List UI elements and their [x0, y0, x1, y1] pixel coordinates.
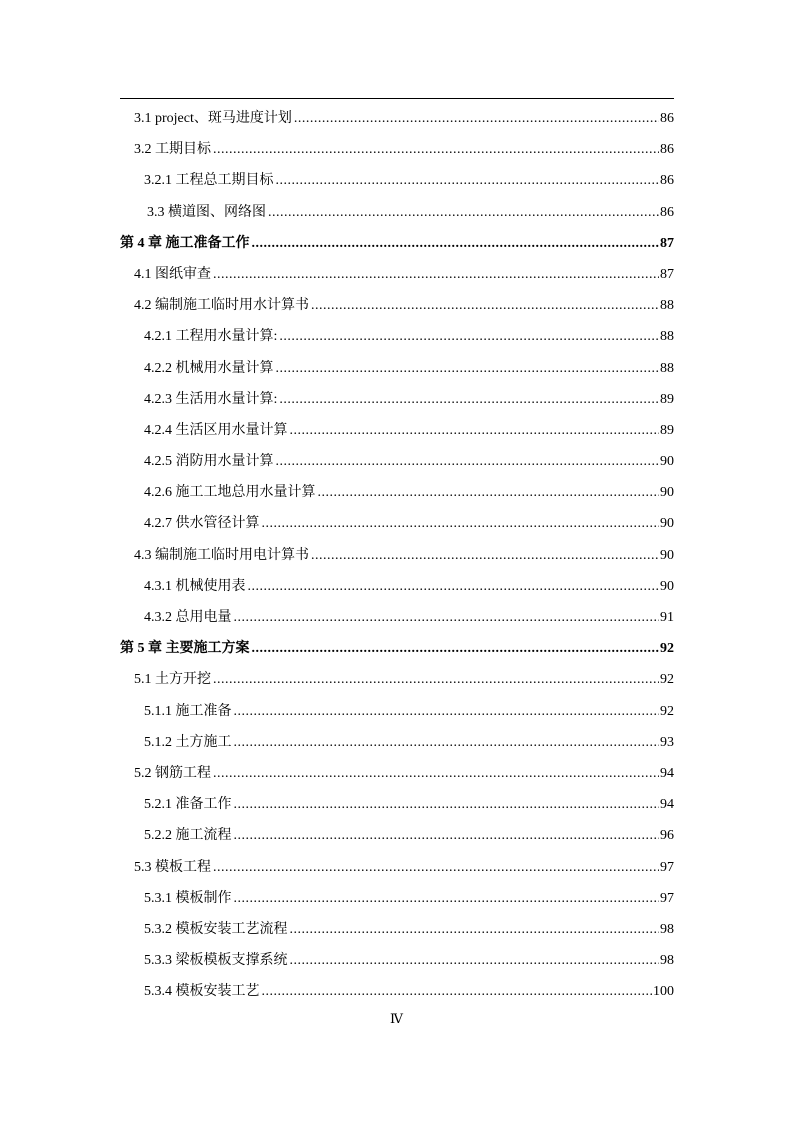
- toc-entry-title: 4.2.1 工程用水量计算:: [144, 329, 278, 345]
- toc-dot-leader: [290, 914, 660, 945]
- toc-entry-page: 92: [660, 641, 674, 657]
- table-of-contents: [120, 103, 674, 1007]
- toc-dot-leader: [262, 508, 660, 539]
- toc-entry[interactable]: [120, 259, 674, 290]
- toc-entry[interactable]: [120, 540, 674, 571]
- toc-entry[interactable]: [120, 228, 674, 259]
- toc-entry-title: 4.3 编制施工临时用电计算书: [134, 547, 309, 563]
- toc-entry-title: 5.3 模板工程: [134, 859, 211, 875]
- toc-entry-page: 90: [660, 454, 674, 470]
- toc-entry-title: 5.3.1 模板制作: [144, 890, 232, 906]
- toc-dot-leader: [290, 415, 660, 446]
- toc-entry-page: 97: [660, 890, 674, 906]
- toc-entry-title: 5.3.2 模板安装工艺流程: [144, 921, 288, 937]
- toc-dot-leader: [276, 446, 660, 477]
- toc-entry-title: 4.3.2 总用电量: [144, 610, 232, 625]
- toc-dot-leader: [279, 321, 659, 352]
- toc-dot-leader: [234, 820, 660, 851]
- toc-entry-page: 89: [660, 391, 674, 407]
- toc-entry-title: 5.1 土方开挖: [134, 672, 211, 688]
- toc-entry[interactable]: [120, 353, 674, 384]
- toc-dot-leader: [248, 571, 660, 602]
- toc-entry-title: 5.1.1 施工准备: [144, 703, 232, 719]
- toc-dot-leader: [311, 290, 659, 321]
- toc-dot-leader: [294, 103, 659, 134]
- toc-entry-title: 4.2 编制施工临时用水计算书: [134, 298, 309, 314]
- toc-entry[interactable]: [120, 165, 674, 196]
- toc-entry[interactable]: [120, 945, 674, 976]
- toc-entry[interactable]: [120, 758, 674, 789]
- toc-dot-leader: [234, 789, 660, 820]
- toc-entry-title: 5.3.4 模板安装工艺: [144, 984, 260, 1000]
- toc-entry-page: 86: [660, 142, 674, 158]
- toc-entry-title: 5.2.2 施工流程: [144, 828, 232, 844]
- toc-entry-title: 4.2.3 生活用水量计算:: [144, 391, 278, 407]
- toc-dot-leader: [268, 197, 659, 228]
- toc-dot-leader: [213, 134, 659, 165]
- toc-entry-page: 90: [660, 485, 674, 501]
- toc-entry[interactable]: [120, 633, 674, 664]
- toc-entry-title: 4.1 图纸审查: [134, 266, 211, 282]
- toc-entry-title: 3.1 project、斑马进度计划: [134, 111, 292, 126]
- toc-entry-page: 86: [660, 111, 674, 126]
- toc-entry[interactable]: [120, 883, 674, 914]
- toc-dot-leader: [290, 945, 660, 976]
- toc-entry-page: 89: [660, 422, 674, 438]
- toc-dot-leader: [234, 883, 660, 914]
- toc-entry[interactable]: [120, 134, 674, 165]
- toc-entry-page: 94: [660, 797, 674, 813]
- toc-entry-title: 3.2 工期目标: [134, 142, 211, 158]
- toc-entry[interactable]: [120, 696, 674, 727]
- toc-entry[interactable]: [120, 103, 674, 134]
- toc-dot-leader: [252, 633, 660, 664]
- toc-entry-page: 98: [660, 921, 674, 937]
- toc-entry-title: 5.3.3 梁板模板支撑系统: [144, 953, 288, 969]
- toc-entry[interactable]: [120, 508, 674, 539]
- toc-dot-leader: [213, 259, 659, 290]
- toc-entry-title: 4.2.4 生活区用水量计算: [144, 422, 288, 438]
- toc-entry-title: 4.2.5 消防用水量计算: [144, 454, 274, 470]
- toc-dot-leader: [311, 540, 659, 571]
- toc-dot-leader: [276, 165, 660, 196]
- toc-entry-title: 第 4 章 施工准备工作: [120, 235, 250, 251]
- toc-entry-page: 98: [660, 953, 674, 969]
- toc-entry-page: 92: [660, 672, 674, 688]
- toc-entry[interactable]: [120, 477, 674, 508]
- toc-entry[interactable]: [120, 321, 674, 352]
- toc-entry[interactable]: [120, 571, 674, 602]
- toc-entry[interactable]: [120, 415, 674, 446]
- toc-entry-title: 5.2.1 准备工作: [144, 797, 232, 813]
- toc-entry-page: 100: [653, 984, 674, 1000]
- toc-entry-page: 90: [660, 547, 674, 563]
- toc-entry[interactable]: [120, 384, 674, 415]
- toc-entry[interactable]: [120, 727, 674, 758]
- toc-entry-title: 第 5 章 主要施工方案: [120, 641, 250, 657]
- toc-entry-page: 86: [660, 204, 674, 220]
- toc-dot-leader: [234, 696, 660, 727]
- toc-entry-title: 5.1.2 土方施工: [144, 734, 232, 750]
- toc-dot-leader: [213, 664, 659, 695]
- toc-entry-page: 87: [660, 235, 674, 251]
- toc-entry-title: 5.2 钢筋工程: [134, 765, 211, 781]
- toc-entry-page: 88: [660, 329, 674, 345]
- toc-entry[interactable]: [120, 290, 674, 321]
- toc-entry-title: 4.2.7 供水管径计算: [144, 516, 260, 532]
- toc-entry-page: 88: [660, 360, 674, 376]
- toc-dot-leader: [234, 727, 660, 758]
- toc-entry[interactable]: [120, 976, 674, 1007]
- toc-entry-title: 3.3 横道图、网络图: [147, 204, 266, 220]
- toc-dot-leader: [262, 976, 653, 1007]
- toc-entry-page: 97: [660, 859, 674, 875]
- toc-entry-page: 87: [660, 266, 674, 282]
- toc-entry-page: 91: [660, 610, 674, 625]
- toc-entry[interactable]: [120, 664, 674, 695]
- page-number: Ⅳ: [390, 1011, 403, 1026]
- toc-dot-leader: [234, 602, 660, 633]
- toc-entry-title: 3.2.1 工程总工期目标: [144, 173, 274, 189]
- toc-entry-page: 93: [660, 734, 674, 750]
- toc-entry-page: 90: [660, 516, 674, 532]
- toc-entry-page: 88: [660, 298, 674, 314]
- toc-entry[interactable]: [120, 914, 674, 945]
- toc-dot-leader: [252, 228, 660, 259]
- toc-dot-leader: [279, 384, 659, 415]
- header-rule: [120, 98, 674, 99]
- toc-entry[interactable]: [120, 789, 674, 820]
- toc-entry[interactable]: [120, 446, 674, 477]
- toc-entry-page: 94: [660, 765, 674, 781]
- toc-entry[interactable]: [120, 820, 674, 851]
- toc-entry-page: 92: [660, 703, 674, 719]
- toc-dot-leader: [213, 758, 659, 789]
- toc-entry[interactable]: [120, 852, 674, 883]
- toc-entry-title: 4.2.6 施工工地总用水量计算: [144, 485, 316, 501]
- toc-entry-page: 96: [660, 828, 674, 844]
- toc-entry-page: 90: [660, 578, 674, 594]
- toc-entry[interactable]: [120, 602, 674, 633]
- toc-dot-leader: [318, 477, 660, 508]
- toc-dot-leader: [213, 852, 659, 883]
- toc-entry-page: 86: [660, 173, 674, 189]
- toc-entry-title: 4.3.1 机械使用表: [144, 578, 246, 594]
- toc-entry-title: 4.2.2 机械用水量计算: [144, 360, 274, 376]
- toc-entry[interactable]: [120, 197, 674, 228]
- toc-dot-leader: [276, 353, 660, 384]
